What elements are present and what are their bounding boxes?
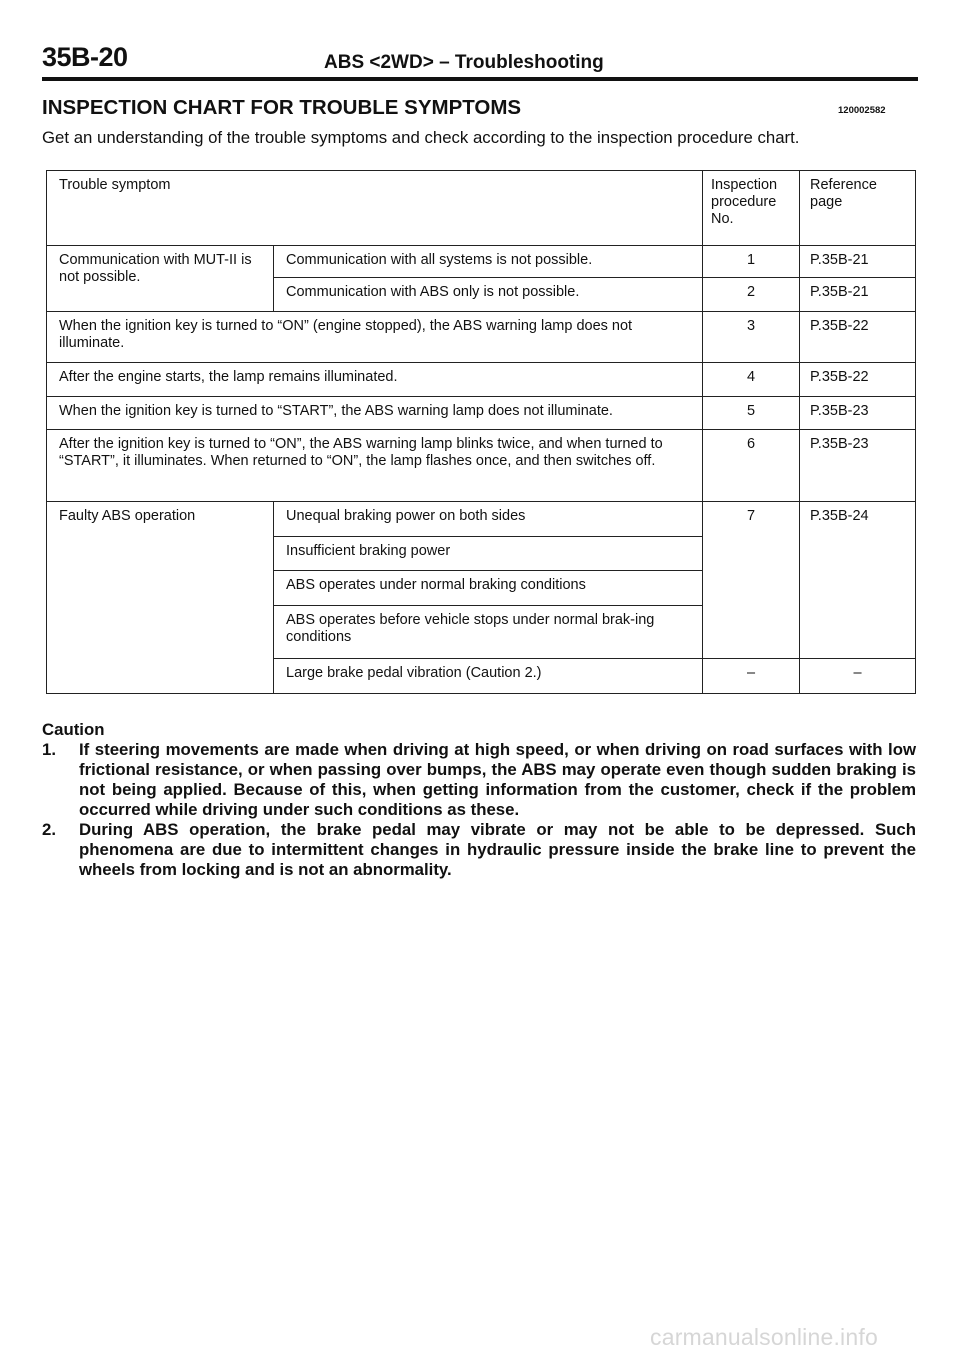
row-reference: – <box>800 659 916 694</box>
row-symptom: Communication with ABS only is not possible. <box>274 278 703 312</box>
table-row <box>47 396 916 430</box>
row-procedure: – <box>703 659 800 694</box>
section-code: 120002582 <box>838 105 886 116</box>
page-number: 35B-20 <box>42 42 128 72</box>
row-symptom: When the ignition key is turned to “START”, the ABS warning lamp does not illuminate. <box>47 396 703 430</box>
page-title: ABS <2WD> – Troubleshooting <box>324 52 604 73</box>
row-symptom: Unequal braking power on both sides <box>274 501 703 536</box>
row-reference: P.35B-22 <box>800 363 916 397</box>
caution-item-text: During ABS operation, the brake pedal may vibrate or may not be able to be depressed. Such phenomena are due to intermittent changes in hydraulic pressure inside the brake line to prevent the wheels from locking and is not an abnormality. <box>79 820 916 879</box>
row-procedure: 1 <box>703 245 800 278</box>
row-reference: P.35B-21 <box>800 278 916 312</box>
row-reference: P.35B-23 <box>800 430 916 502</box>
row-symptom: ABS operates under normal braking conditions <box>274 571 703 606</box>
group-label-faulty-abs: Faulty ABS operation <box>47 501 274 693</box>
row-procedure: 2 <box>703 278 800 312</box>
caution-block <box>42 720 916 880</box>
row-symptom: After the ignition key is turned to “ON”, the ABS warning lamp blinks twice, and when turned to “START”, it illuminates. When returned to “ON”, the lamp flashes once, and then switches off. <box>47 430 703 502</box>
row-procedure: 4 <box>703 363 800 397</box>
row-symptom: After the engine starts, the lamp remains illuminated. <box>47 363 703 397</box>
watermark: carmanualsonline.info <box>650 1324 878 1350</box>
caution-title: Caution <box>42 720 105 739</box>
header-reference: Reference page <box>800 171 916 246</box>
caution-item-text: If steering movements are made when driving at high speed, or when driving on road surfaces with low frictional resistance, or when passing over bumps, the ABS may operate even though sudden braking is not being applied. Because of this, when getting information from the customer, check if the problem occurred while driving under such conditions as these. <box>79 740 916 819</box>
header-procedure: Inspection procedure No. <box>703 171 800 246</box>
table-row <box>47 430 916 502</box>
row-reference: P.35B-23 <box>800 396 916 430</box>
row-reference: P.35B-21 <box>800 245 916 278</box>
caution-item-number: 2. <box>42 820 56 839</box>
section-title: INSPECTION CHART FOR TROUBLE SYMPTOMS <box>42 96 522 119</box>
section-intro: Get an understanding of the trouble symptoms and check according to the inspection procedure chart. <box>42 128 800 147</box>
caution-item <box>42 740 916 820</box>
table-row <box>47 363 916 397</box>
table-row <box>47 245 916 278</box>
inspection-chart-table <box>46 170 916 694</box>
row-symptom: Insufficient braking power <box>274 536 703 571</box>
row-procedure: 5 <box>703 396 800 430</box>
row-symptom: ABS operates before vehicle stops under normal brak-ing conditions <box>274 606 703 659</box>
table-header-row <box>47 171 916 246</box>
caution-item <box>42 820 916 880</box>
row-procedure: 6 <box>703 430 800 502</box>
table-row <box>47 311 916 362</box>
row-reference: P.35B-24 <box>800 501 916 658</box>
row-symptom: When the ignition key is turned to “ON” (engine stopped), the ABS warning lamp does not illuminate. <box>47 311 703 362</box>
page-header <box>42 42 918 82</box>
row-symptom: Large brake pedal vibration (Caution 2.) <box>274 659 703 694</box>
row-reference: P.35B-22 <box>800 311 916 362</box>
header-rule <box>42 77 918 81</box>
group-label-communication: Communication with MUT-II is not possible. <box>47 245 274 311</box>
row-procedure: 3 <box>703 311 800 362</box>
row-procedure: 7 <box>703 501 800 658</box>
table-row <box>47 501 916 536</box>
caution-item-number: 1. <box>42 740 56 759</box>
header-symptom: Trouble symptom <box>47 171 703 246</box>
row-symptom: Communication with all systems is not possible. <box>274 245 703 278</box>
